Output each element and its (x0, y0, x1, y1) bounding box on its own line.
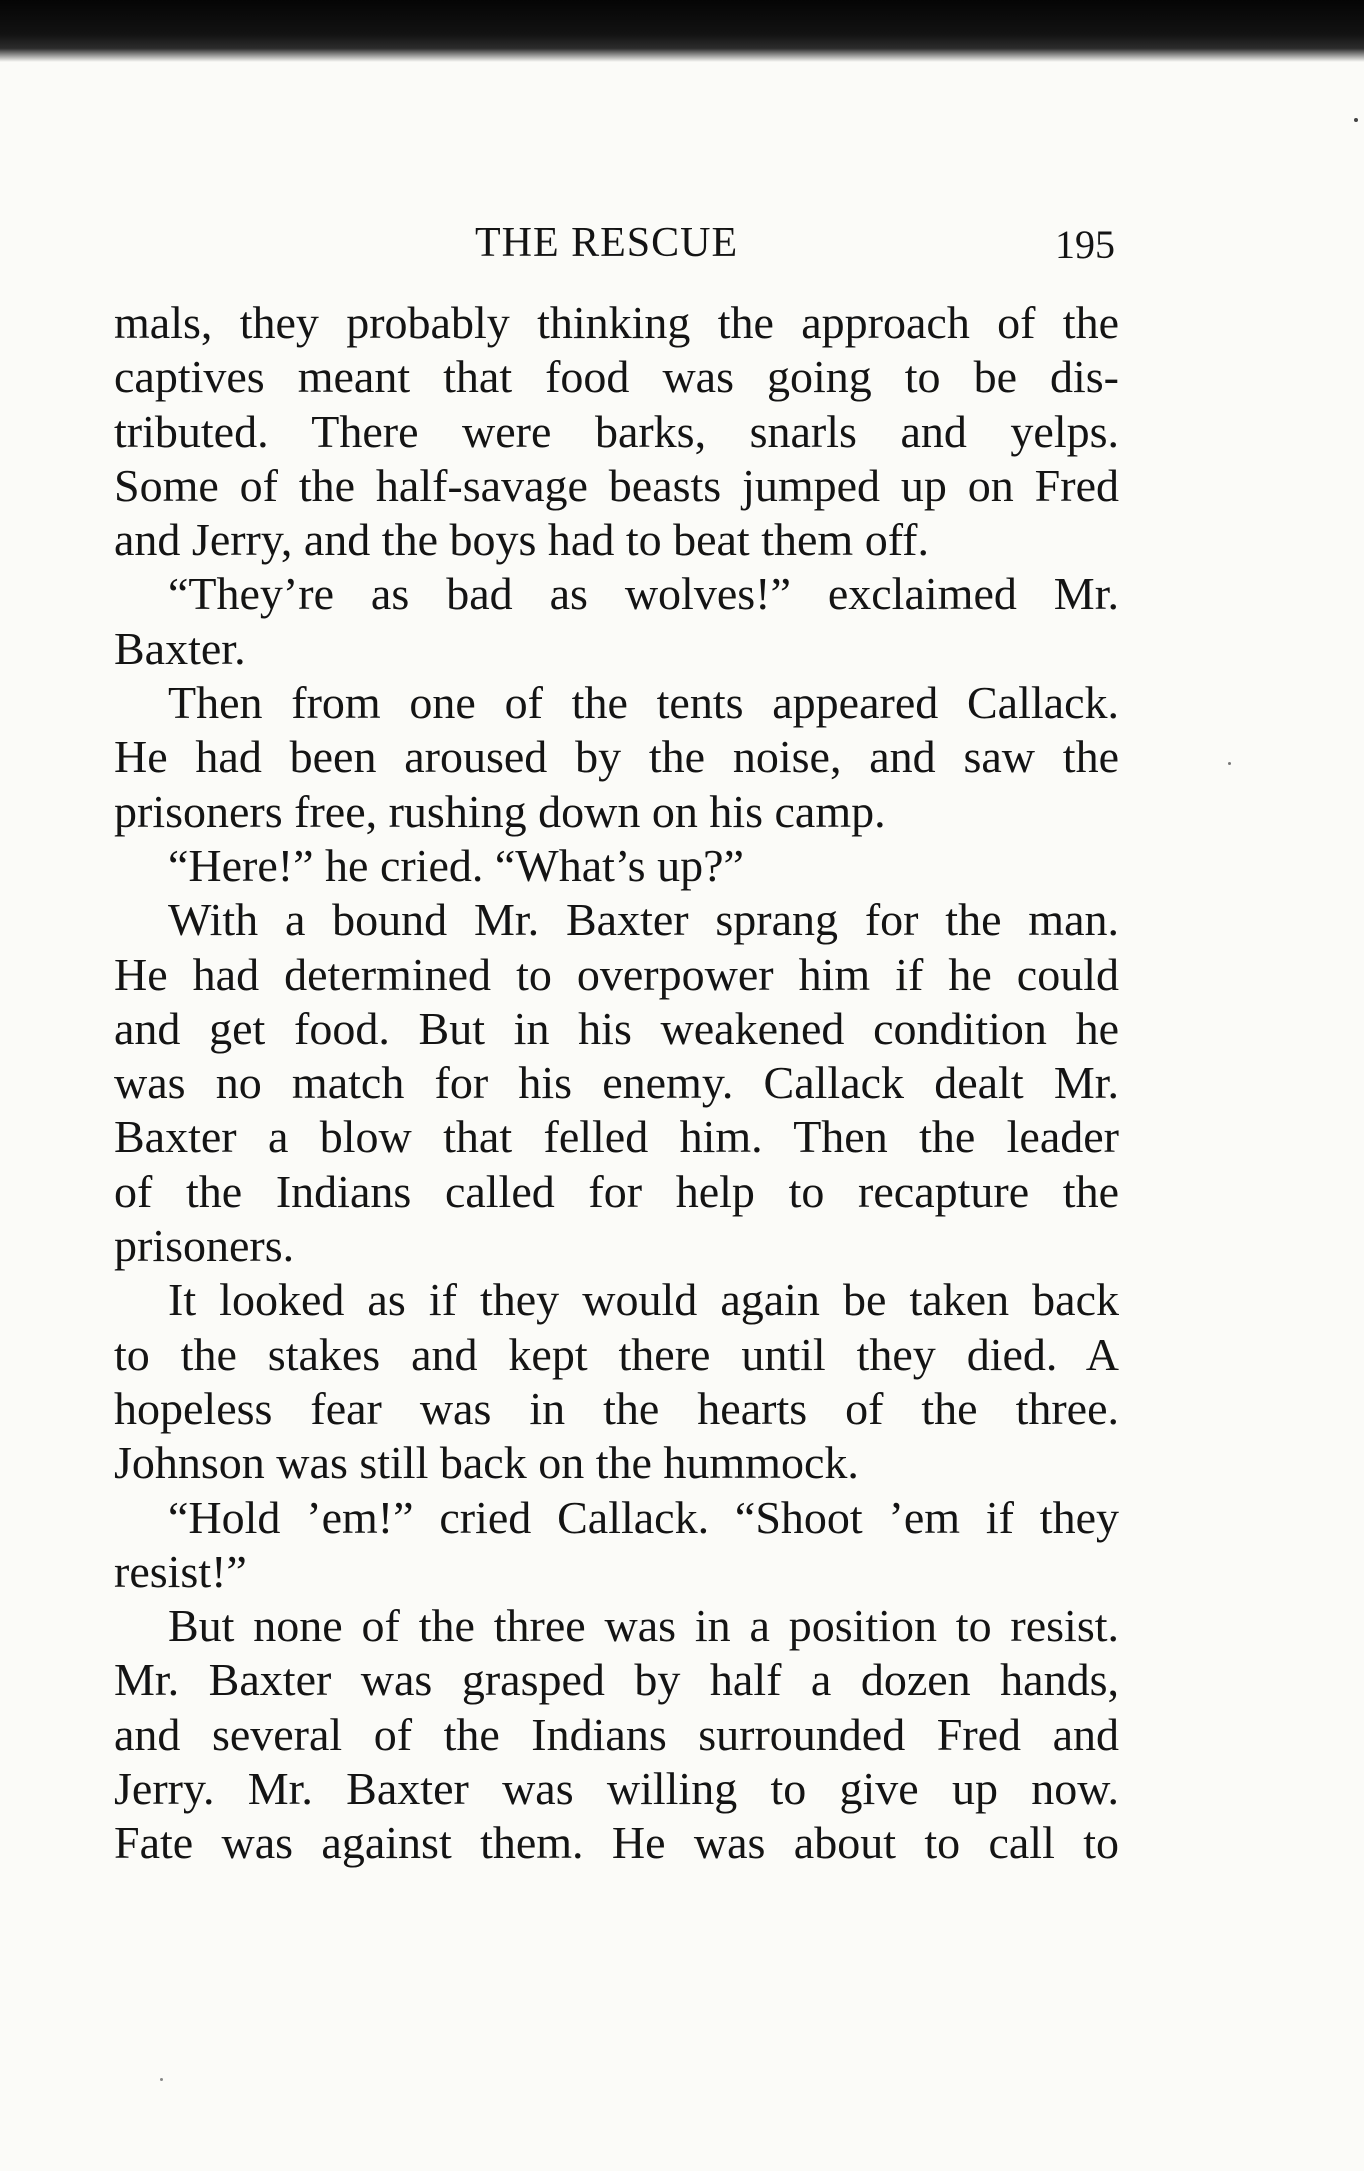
text-line: Then from one of the tents appeared Callack. (168, 677, 1119, 729)
text-line: and several of the Indians surrounded Fred and (114, 1708, 1119, 1760)
text-line: Jerry. Mr. Baxter was willing to give up now. (114, 1763, 1119, 1815)
text-line: But none of the three was in a position to resist. (168, 1600, 1119, 1652)
text-line: It looked as if they would again be taken back (168, 1274, 1119, 1326)
text-line: He had determined to overpower him if he could (114, 948, 1119, 1000)
text-line: of the Indians called for help to recapture the (114, 1165, 1119, 1217)
text-line: prisoners. (114, 1220, 295, 1272)
text-line: Baxter a blow that felled him. Then the leader (114, 1111, 1119, 1163)
text-line: was no match for his enemy. Callack dealt Mr. (114, 1057, 1119, 1109)
text-line: prisoners free, rushing down on his camp. (114, 785, 886, 837)
running-title: THE RESCUE (475, 220, 739, 266)
text-line: and Jerry, and the boys had to beat them off. (114, 514, 929, 566)
text-line: Fate was against them. He was about to call to (114, 1817, 1119, 1869)
scan-top-edge (0, 0, 1364, 62)
text-line: Mr. Baxter was grasped by half a dozen hands, (114, 1654, 1119, 1706)
text-line: “Here!” he cried. “What’s up?” (168, 839, 744, 891)
text-line: With a bound Mr. Baxter sprang for the man. (168, 894, 1119, 946)
page-header (0, 213, 1364, 273)
text-line: He had been aroused by the noise, and saw the (114, 731, 1119, 783)
text-line: resist!” (114, 1545, 247, 1597)
text-line: Some of the half-savage beasts jumped up on Fred (114, 459, 1119, 511)
text-line: mals, they probably thinking the approach of the (114, 297, 1119, 348)
page-body (114, 296, 1119, 1871)
page-number: 195 (1055, 222, 1115, 267)
text-line: captives meant that food was going to be dis- (114, 351, 1119, 403)
text-line: hopeless fear was in the hearts of the three. (114, 1382, 1119, 1434)
scan-speck (160, 2078, 163, 2081)
scan-speck (1228, 762, 1231, 765)
text-line: tributed. There were barks, snarls and yelps. (114, 405, 1119, 457)
scan-speck (1354, 118, 1358, 122)
text-line: Baxter. (114, 622, 246, 674)
text-line: “They’re as bad as wolves!” exclaimed Mr. (168, 568, 1119, 620)
text-line: “Hold ’em!” cried Callack. “Shoot ’em if they (168, 1491, 1119, 1543)
text-line: and get food. But in his weakened condition he (114, 1002, 1119, 1054)
text-line: to the stakes and kept there until they died. A (114, 1328, 1119, 1380)
text-line: Johnson was still back on the hummock. (114, 1437, 859, 1489)
